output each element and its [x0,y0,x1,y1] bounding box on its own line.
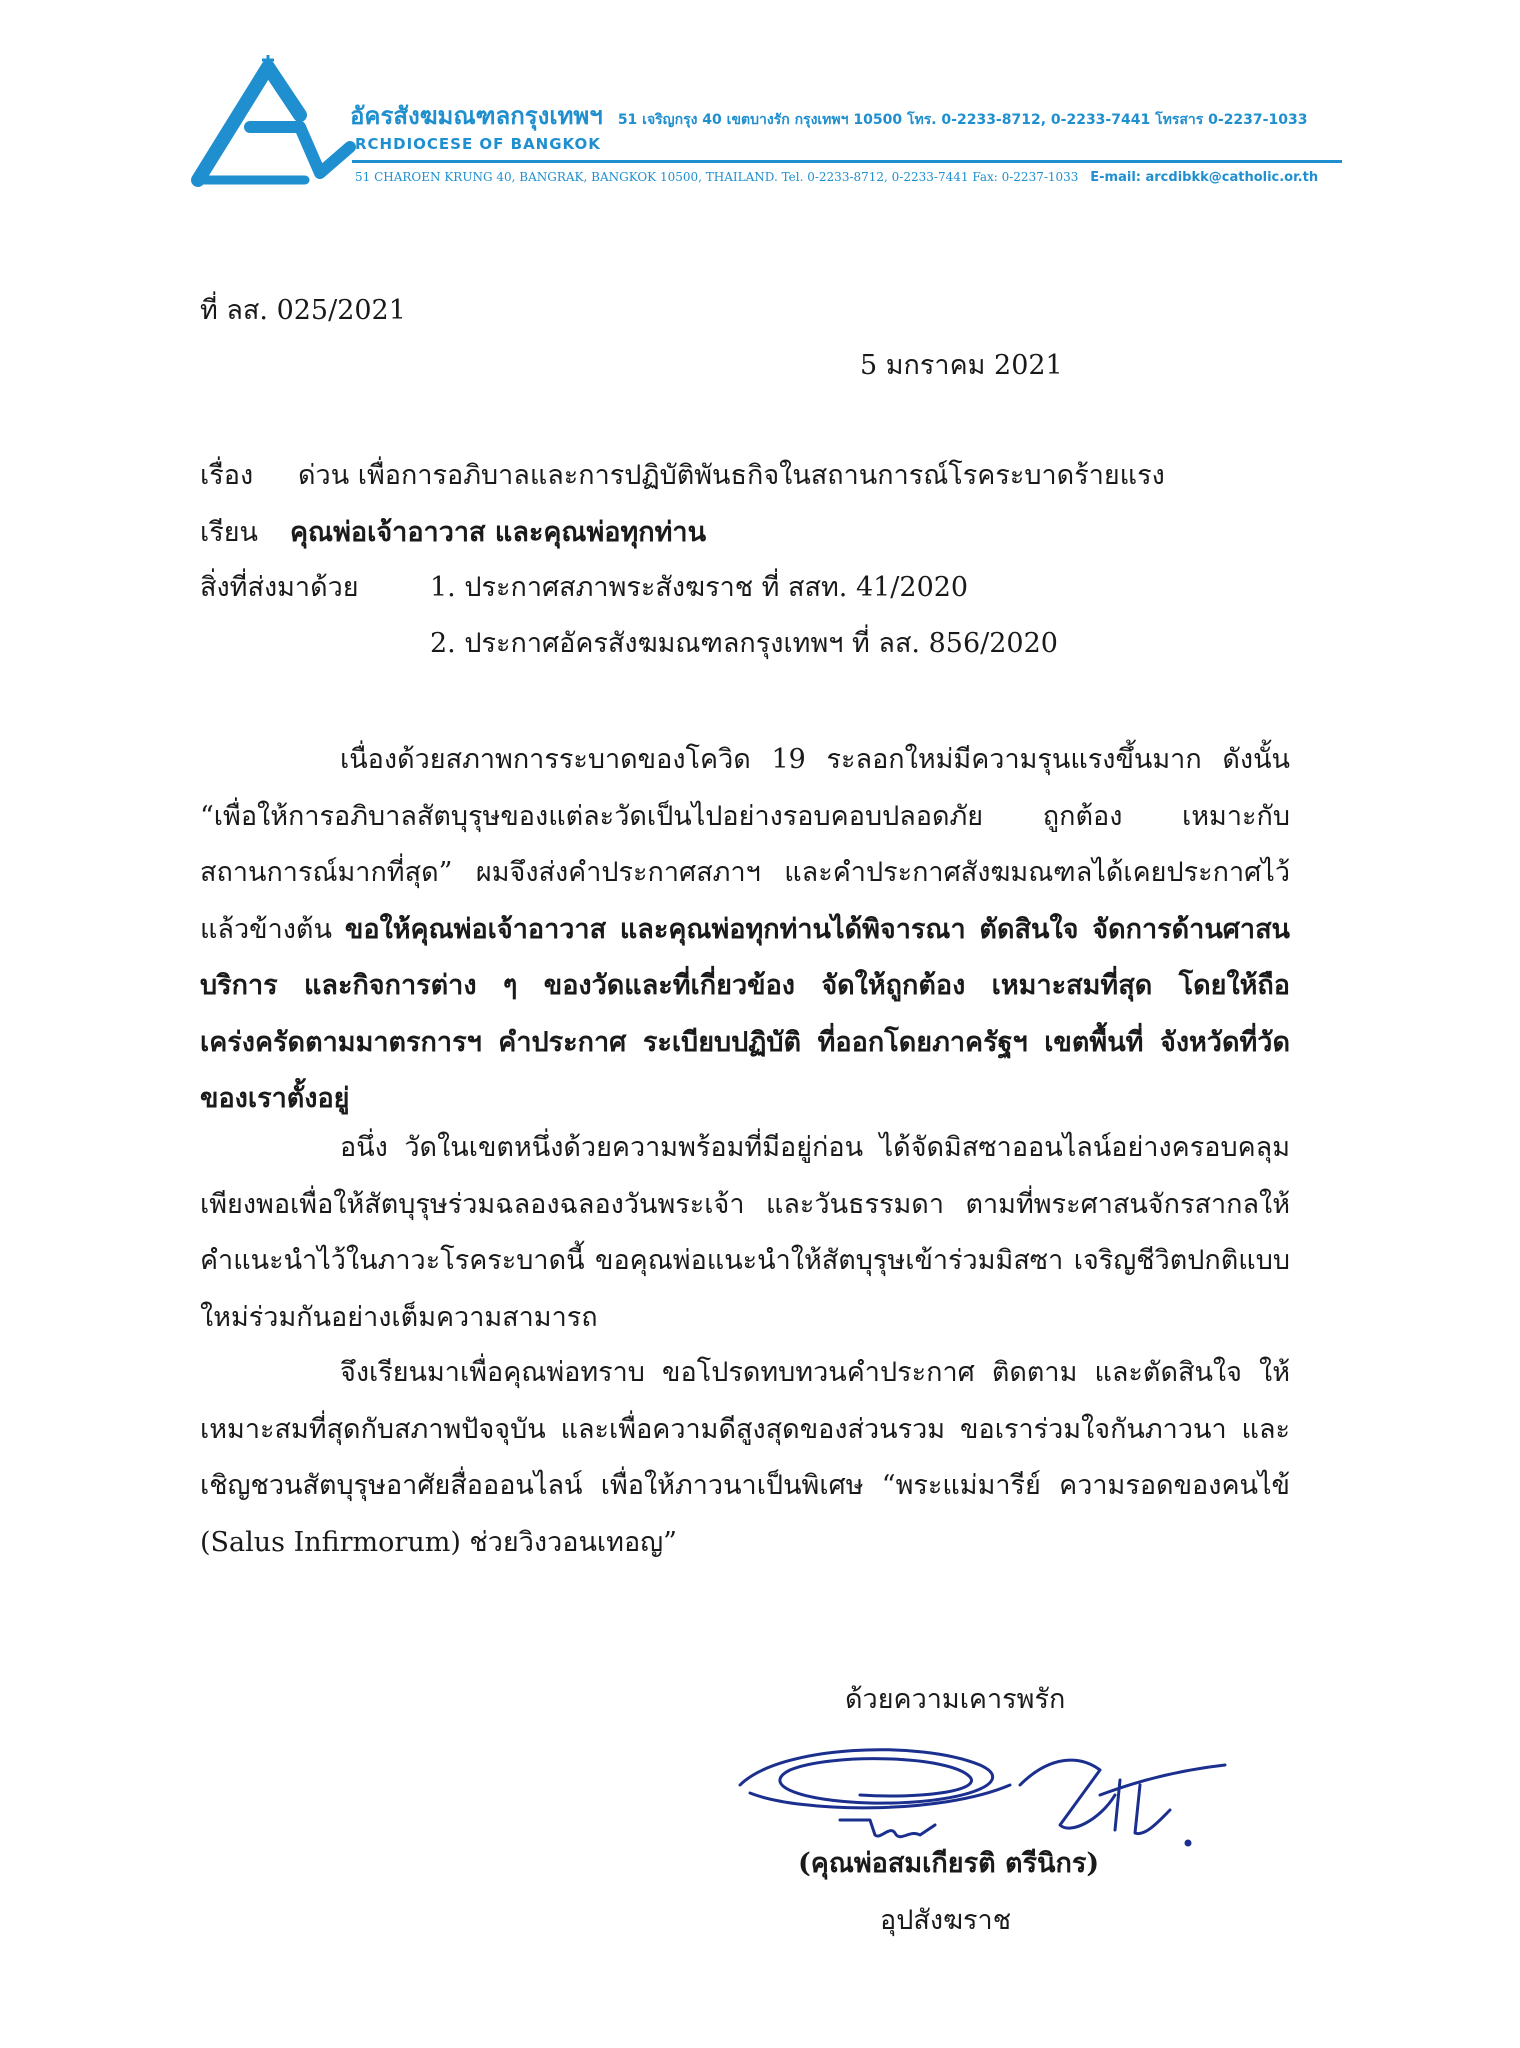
body-paragraph-3: จึงเรียนมาเพื่อคุณพ่อทราบ ขอโปรดทบทวนคำประกาศ ติดตาม และตัดสินใจ ให้เหมาะสมที่สุดกับสภาพปัจจุบัน และเพื่อความดีสูงสุดของส่วนรวม ขอเราร่วมใจกันภาวนา และเชิญชวนสัตบุรุษอาศัยสื่อออนไลน์ เพื่อให้ภาวนาเป็นพิเศษ “พระแม่มารีย์ ความรอดของคนไข้ (Salus Infirmorum) ช่วยวิงวอนเทอญ” [200,1357,1290,1558]
enclosure-label: สิ่งที่ส่งมาด้วย [200,572,359,603]
body-paragraph-2: อนึ่ง วัดในเขตหนึ่งด้วยความพร้อมที่มีอยู่ก่อน ได้จัดมิสซาออนไลน์อย่างครอบคลุมเพียงพอเพื่อให้สัตบุรุษร่วมฉลองฉลองวันพระเจ้า และวันธรรมดา ตามที่พระศาสนจักรสากลให้คำแนะนำไว้ในภาวะโรคระบาดนี้ ขอคุณพ่อแนะนำให้สัตบุรุษเข้าร่วมมิสซา เจริญชีวิตปกติแบบใหม่ร่วมกันอย่างเต็มความสามารถ [200,1132,1290,1333]
enclosure-item: 1. ประกาศสภาพระสังฆราช ที่ สสท. 41/2020 [430,572,969,603]
paragraph-text: เนื่องด้วยสภาพการระบาดของโควิด 19 ระลอกใหม่มีความรุนแรงขึ้นมาก ดังนั้น “เพื่อให้การอภิบาลสัตบุรุษของแต่ละวัดเป็นไปอย่างรอบคอบปลอดภัย ถูกต้อง เหมาะกับสถานการณ์มากที่สุด” ผมจึงส่งคำประกาศสภาฯ และคำประกาศสังฆมณฑลได้เคยประกาศไว้แล้วข้างต้น [200,744,1290,945]
letterhead-email: E-mail: arcdibkk@catholic.or.th [1090,170,1319,185]
letterhead-line-th [350,96,1307,135]
archdiocese-logo [190,55,360,190]
letterhead-address-en: 51 CHAROEN KRUNG 40, BANGRAK, BANGKOK 10500, THAILAND. Tel. 0-2233-8712, 0-2233-7441 Fax: 0-2237-1033 [355,170,1079,184]
document-number: ที่ ลส. 025/2021 [200,295,406,326]
letterhead-name-en: RCHDIOCESE OF BANGKOK [355,135,601,153]
recipient-text: คุณพ่อเจ้าอาวาส และคุณพ่อทุกท่าน [290,517,707,548]
letterhead-name-th: อัครสังฆมณฑลกรุงเทพฯ [350,102,603,130]
subject-label: เรื่อง [200,460,254,491]
letterhead-divider [352,160,1342,163]
recipient-label: เรียน [200,517,259,548]
handwritten-signature [720,1725,1240,1850]
closing-salutation: ด้วยความเคารพรัก [845,1684,1066,1715]
body-paragraph-1 [200,732,1290,1128]
enclosure-item: 2. ประกาศอัครสังฆมณฑลกรุงเทพฯ ที่ ลส. 856/2020 [430,628,1058,659]
signer-position: อุปสังฆราช [880,1905,1012,1936]
letterhead-line-en [355,170,1318,185]
subject-text: ด่วน เพื่อการอภิบาลและการปฏิบัติพันธกิจในสถานการณ์โรคระบาดร้ายแรง [298,460,1165,491]
document-date: 5 มกราคม 2021 [860,350,1063,381]
signer-name: (คุณพ่อสมเกียรติ ตรีนิกร) [798,1848,1100,1879]
letterhead-address-th: 51 เจริญกรุง 40 เขตบางรัก กรุงเทพฯ 10500 โทร. 0-2233-8712, 0-2233-7441 โทรสาร 0-2237-1033 [617,112,1308,128]
paragraph-bold-text: ขอให้คุณพ่อเจ้าอาวาส และคุณพ่อทุกท่านได้พิจารณา ตัดสินใจ จัดการด้านศาสนบริการ และกิจการต่าง ๆ ของวัดและที่เกี่ยวข้อง จัดให้ถูกต้อง เหมาะสมที่สุด โดยให้ถือเคร่งครัดตามมาตรการฯ คำประกาศ ระเบียบปฏิบัติ ที่ออกโดยภาครัฐฯ เขตพื้นที่ จังหวัดที่วัดของเราตั้งอยู่ [200,913,1291,1114]
